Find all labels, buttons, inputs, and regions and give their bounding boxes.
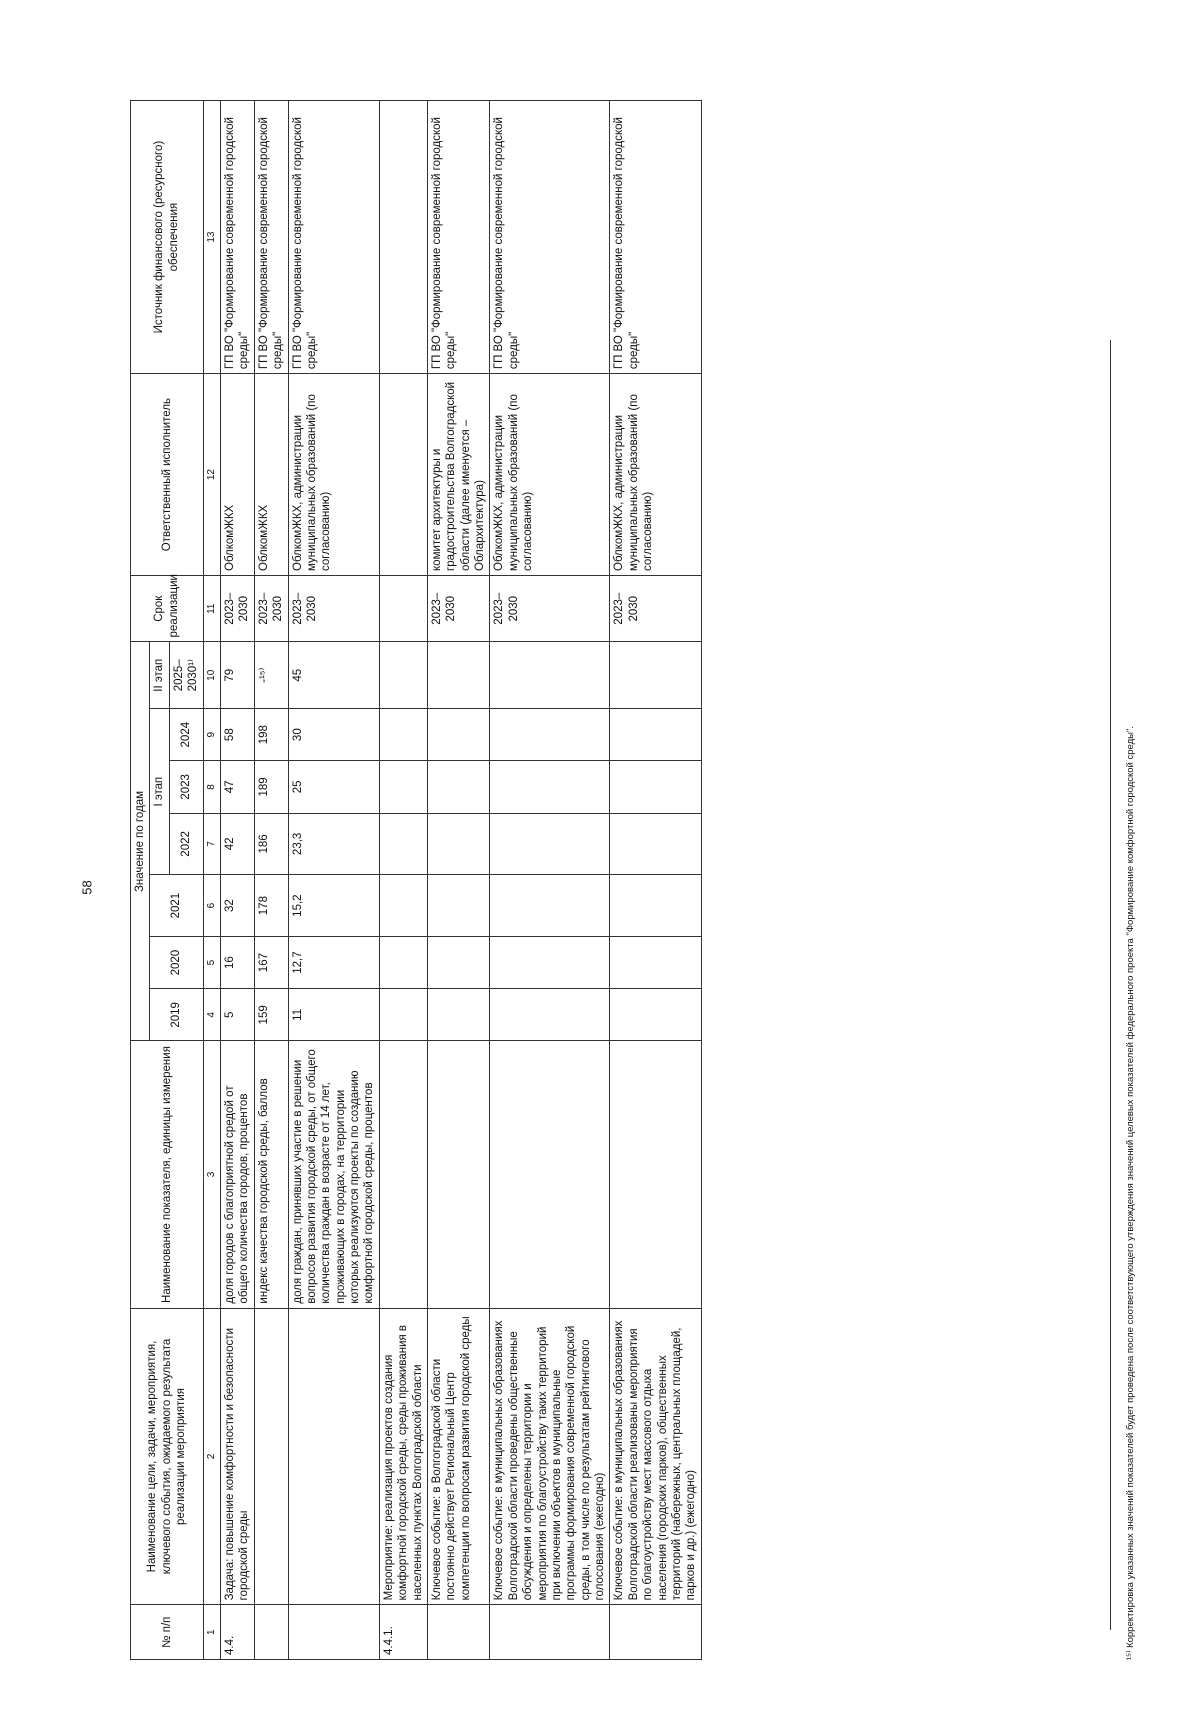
row-value: 16 [221, 936, 255, 988]
row-value [379, 761, 427, 813]
row-value: 30 [288, 709, 379, 761]
column-number: 11 [203, 575, 221, 641]
table-row [254, 101, 288, 1660]
row-value [427, 709, 490, 761]
row-value [490, 875, 610, 937]
header-year-2023: 2023 [169, 761, 203, 813]
row-value [490, 989, 610, 1041]
row-source: ГП ВО "Формирование современной городской среды" [610, 101, 701, 374]
row-responsible: ОблкомЖКХ [221, 374, 255, 576]
row-number [490, 1605, 610, 1660]
row-responsible: ОблкомЖКХ [254, 374, 288, 576]
column-number: 7 [203, 813, 221, 875]
row-value: 11 [288, 989, 379, 1041]
row-indicator [379, 1041, 427, 1308]
row-value: -¹⁵⁾ [254, 642, 288, 709]
row-name [288, 1308, 379, 1605]
row-value [610, 875, 701, 937]
row-value [610, 761, 701, 813]
row-indicator: доля граждан, принявших участие в решении вопросов развития городской среды, от общего количества граждан в возрасте от 14 лет, проживающих в городах, на территории которых реализуются проекты по созданию комфортной городской среды, процентов [288, 1041, 379, 1308]
row-value: 186 [254, 813, 288, 875]
row-name: Ключевое событие: в муниципальных образованиях Волгоградской области реализованы мероприятия по благоустройству мест массового отдыха населения (городских парков), общественных территорий (набережных, центральных площадей, парков и др.) (ежегодно) [610, 1308, 701, 1605]
row-value: 42 [221, 813, 255, 875]
row-value [427, 875, 490, 937]
row-source [379, 101, 427, 374]
row-value [379, 709, 427, 761]
column-number-row [203, 101, 221, 1660]
column-number: 8 [203, 761, 221, 813]
row-value [490, 813, 610, 875]
header-num: № п/п [131, 1605, 204, 1660]
row-source: ГП ВО "Формирование современной городской среды" [490, 101, 610, 374]
row-value: 159 [254, 989, 288, 1041]
row-value: 79 [221, 642, 255, 709]
row-value [379, 875, 427, 937]
row-value [610, 936, 701, 988]
row-value: 15,2 [288, 875, 379, 937]
header-term: Срок реализации [131, 575, 204, 641]
column-number: 12 [203, 374, 221, 576]
table-row [490, 101, 610, 1660]
row-responsible: комитет архитектуры и градостроительства Волгоградской области (далее именуется – Облархитектура) [427, 374, 490, 576]
row-value [490, 761, 610, 813]
header-responsible: Ответственный исполнитель [131, 374, 204, 576]
header-values: Значение по годам [131, 642, 150, 1041]
row-value [490, 936, 610, 988]
row-value [490, 709, 610, 761]
header-source: Источник финансового (ресурсного) обеспечения [131, 101, 204, 374]
row-indicator: индекс качества городской среды, баллов [254, 1041, 288, 1308]
column-number: 13 [203, 101, 221, 374]
row-indicator [490, 1041, 610, 1308]
row-value [379, 989, 427, 1041]
footnote: ¹⁵⁾ Корректировка указанных значений показателей будет проведена после соответствующего утверждения значений целевых показателей федерального проекта "Формирование комфортной городской среды". [1125, 726, 1136, 1660]
row-responsible: ОблкомЖКХ, администрации муниципальных образований (по согласованию) [288, 374, 379, 576]
row-value [379, 642, 427, 709]
row-value: 32 [221, 875, 255, 937]
row-number: 4.4.1. [379, 1605, 427, 1660]
row-value [379, 936, 427, 988]
row-source: ГП ВО "Формирование современной городской среды" [427, 101, 490, 374]
row-indicator [610, 1041, 701, 1308]
row-value: 47 [221, 761, 255, 813]
row-value: 5 [221, 989, 255, 1041]
row-responsible: ОблкомЖКХ, администрации муниципальных образований (по согласованию) [610, 374, 701, 576]
header-name: Наименование цели, задачи, мероприятия, ключевого события, ожидаемого результата реализации мероприятия [131, 1308, 204, 1605]
row-value [610, 813, 701, 875]
row-value [427, 989, 490, 1041]
header-indicator: Наименование показателя, единицы измерения [131, 1041, 204, 1308]
row-value: 58 [221, 709, 255, 761]
column-number: 1 [203, 1605, 221, 1660]
row-value: 12,7 [288, 936, 379, 988]
row-number [288, 1605, 379, 1660]
header-year-2022: 2022 [169, 813, 203, 875]
header-year-2019: 2019 [150, 989, 203, 1041]
header-year-2024: 2024 [169, 709, 203, 761]
header-stage-2: II этап [150, 642, 169, 709]
header-year-2021: 2021 [150, 875, 203, 937]
column-number: 4 [203, 989, 221, 1041]
row-value: 189 [254, 761, 288, 813]
table-row [610, 101, 701, 1660]
row-value: 178 [254, 875, 288, 937]
row-source: ГП ВО "Формирование современной городской среды" [254, 101, 288, 374]
footnote-divider [1110, 340, 1111, 1630]
header-year-2025-2030: 2025–2030¹⁾ [169, 642, 203, 709]
page-number: 58 [79, 880, 95, 895]
row-number [427, 1605, 490, 1660]
row-name: Задача: повышение комфортности и безопасности городской среды [221, 1308, 255, 1605]
column-number: 2 [203, 1308, 221, 1605]
row-term [379, 575, 427, 641]
header-stage-1: I этап [150, 709, 169, 875]
row-number [610, 1605, 701, 1660]
row-responsible: ОблкомЖКХ, администрации муниципальных образований (по согласованию) [490, 374, 610, 576]
row-term: 2023–2030 [427, 575, 490, 641]
row-indicator [427, 1041, 490, 1308]
table-body [221, 101, 702, 1660]
row-value: 23,3 [288, 813, 379, 875]
row-name: Ключевое событие: в Волгоградской области постоянно действует Региональный Центр компетенции по вопросам развития городской среды [427, 1308, 490, 1605]
row-value: 167 [254, 936, 288, 988]
row-responsible [379, 374, 427, 576]
column-number: 5 [203, 936, 221, 988]
column-number: 3 [203, 1041, 221, 1308]
row-name: Мероприятие: реализация проектов создания комфортной городской среды, среды проживания в населенных пунктах Волгоградской области [379, 1308, 427, 1605]
row-name: Ключевое событие: в муниципальных образованиях Волгоградской области проведены общественные обсуждения и определены территории и мероприятия по благоустройству таких территорий при включении объектов в муниципальные программы формирования современной городской среды, в том числе по результатам рейтингового голосования (ежегодно) [490, 1308, 610, 1605]
row-term: 2023–2030 [254, 575, 288, 641]
row-term: 2023–2030 [221, 575, 255, 641]
row-value [610, 642, 701, 709]
rotated-page-content [130, 100, 702, 1660]
row-term: 2023–2030 [610, 575, 701, 641]
table-row [221, 101, 255, 1660]
row-value [427, 813, 490, 875]
row-value [379, 813, 427, 875]
table-row [288, 101, 379, 1660]
row-value [427, 936, 490, 988]
table-row [427, 101, 490, 1660]
header-year-2020: 2020 [150, 936, 203, 988]
row-term: 2023–2030 [288, 575, 379, 641]
row-number: 4.4. [221, 1605, 255, 1660]
row-value: 198 [254, 709, 288, 761]
table-row [379, 101, 427, 1660]
row-number [254, 1605, 288, 1660]
row-value: 45 [288, 642, 379, 709]
indicators-table [130, 100, 702, 1660]
row-source: ГП ВО "Формирование современной городской среды" [221, 101, 255, 374]
row-value [490, 642, 610, 709]
column-number: 10 [203, 642, 221, 709]
row-value [610, 709, 701, 761]
row-value [427, 642, 490, 709]
row-term: 2023–2030 [490, 575, 610, 641]
row-name [254, 1308, 288, 1605]
row-value: 25 [288, 761, 379, 813]
column-number: 9 [203, 709, 221, 761]
column-number: 6 [203, 875, 221, 937]
row-indicator: доля городов с благоприятной средой от общего количества городов, процентов [221, 1041, 255, 1308]
row-value [610, 989, 701, 1041]
row-value [427, 761, 490, 813]
row-source: ГП ВО "Формирование современной городской среды" [288, 101, 379, 374]
